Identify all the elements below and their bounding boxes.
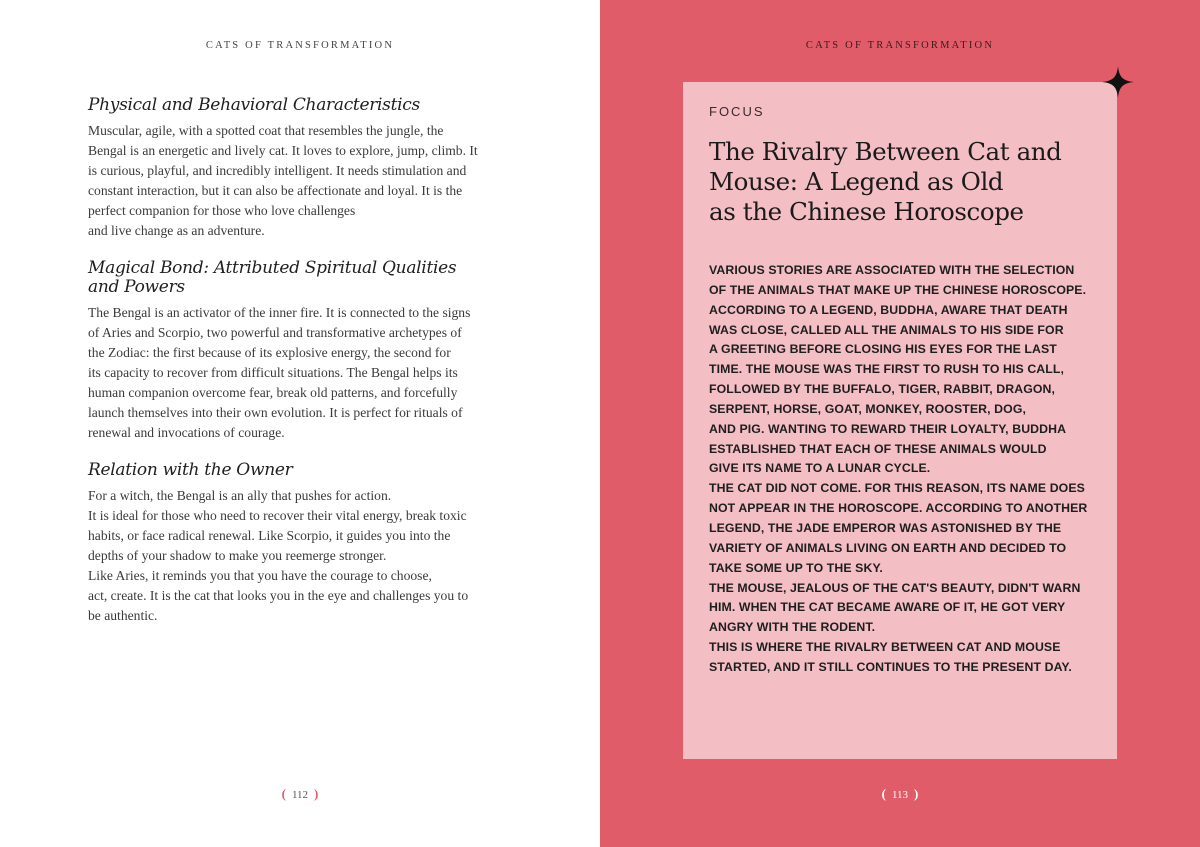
section-spacer [88, 241, 513, 259]
left-page-content [88, 96, 513, 626]
focus-title: The Rivalry Between Cat and Mouse: A Legend as Old as the Chinese Horoscope [709, 137, 1062, 226]
right-page [600, 0, 1200, 847]
focus-label: FOCUS [709, 104, 765, 119]
four-point-star-icon [1102, 66, 1134, 98]
page-number-right [600, 786, 1200, 802]
crescent-bracket-close-icon: ) [314, 786, 319, 801]
section-heading-relation: Relation with the Owner [88, 460, 293, 480]
page-number-value: 113 [891, 789, 909, 801]
running-header-right: CATS OF TRANSFORMATION [805, 40, 995, 51]
section-heading-physical: Physical and Behavioral Characteristics [88, 95, 420, 115]
section-body-physical: Muscular, agile, with a spotted coat that resembles the jungle, the Bengal is an energetic and lively cat. It loves to explore, jump, climb. It is curious, playful, and incredibly intelligent. It needs stimulation and constant interaction, but it can also be affectionate and loyal. It is the perfect companion for those who love challenges and live change as an adventure. [88, 123, 478, 238]
crescent-bracket-open-icon: ( [881, 786, 886, 801]
section-heading-magical-bond: Magical Bond: Attributed Spiritual Qualities and Powers [88, 258, 457, 297]
crescent-bracket-open-icon: ( [281, 786, 286, 801]
crescent-bracket-close-icon: ) [914, 786, 919, 801]
focus-box [683, 82, 1117, 759]
focus-body: VARIOUS STORIES ARE ASSOCIATED WITH THE SELECTION OF THE ANIMALS THAT MAKE UP THE CHINESE HOROSCOPE. ACCORDING TO A LEGEND, BUDDHA, AWARE THAT DEATH WAS CLOSE, CALLED ALL THE ANIMALS TO HIS SIDE FOR A GREETING BEFORE CLOSING HIS EYES FOR THE LAST TIME. THE MOUSE WAS THE FIRST TO RUSH TO HIS CALL, FOLLOWED BY THE BUFFALO, TIGER, RABBIT, DRAGON, SERPENT, HORSE, GOAT, MONKEY, ROOSTER, DOG, AND PIG. WANTING TO REWARD THEIR LOYALTY, BUDDHA ESTABLISHED THAT EACH OF THESE ANIMALS WOULD GIVE ITS NAME TO A LUNAR CYCLE. THE CAT DID NOT COME. FOR THIS REASON, ITS NAME DOES NOT APPEAR IN THE HOROSCOPE. ACCORDING TO ANOTHER LEGEND, THE JADE EMPEROR WAS ASTONISHED BY THE VARIETY OF ANIMALS LIVING ON EARTH AND DECIDED TO TAKE SOME UP TO THE SKY. THE MOUSE, JEALOUS OF THE CAT'S BEAUTY, DIDN'T WARN HIM. WHEN THE CAT BECAME AWARE OF IT, HE GOT VERY ANGRY WITH THE RODENT. THIS IS WHERE THE RIVALRY BETWEEN CAT AND MOUSE STARTED, AND IT STILL CONTINUES TO THE PRESENT DAY. [709, 263, 1088, 674]
page-number-value: 112 [291, 789, 309, 801]
section-spacer [88, 443, 513, 461]
section-body-relation: For a witch, the Bengal is an ally that pushes for action. It is ideal for those who need to recover their vital energy, break toxic habits, or face radical renewal. Like Scorpio, it guides you into the depths of your shadow to make you reemerge stronger. Like Aries, it reminds you that you have the courage to choose, act, create. It is the cat that looks you in the eye and challenges you to be authentic. [88, 488, 469, 623]
page-number-left [0, 786, 600, 802]
running-header-left: CATS OF TRANSFORMATION [205, 40, 395, 51]
section-body-magical-bond: The Bengal is an activator of the inner fire. It is connected to the signs of Aries and Scorpio, two powerful and transformative archetypes of the Zodiac: the first because of its explosive energy, the second for its capacity to recover from difficult situations. The Bengal helps its human companion overcome fear, break old patterns, and forcefully launch themselves into their own evolution. It is perfect for rituals of renewal and invocations of courage. [88, 305, 471, 440]
